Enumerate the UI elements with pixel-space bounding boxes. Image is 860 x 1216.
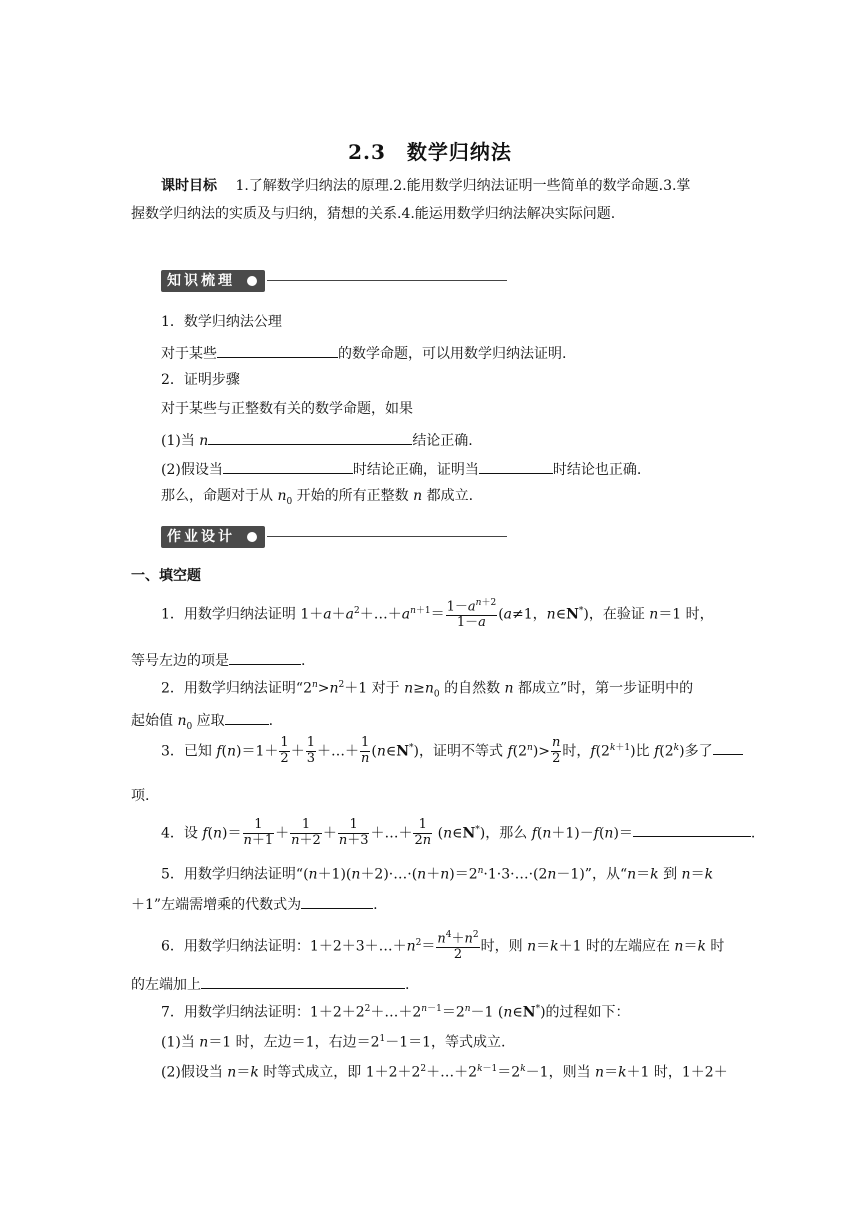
problem-5-line-2: ＋1”左端需增乘的代数式为 . <box>131 894 378 914</box>
step-1: (1)当 n 结论正确. <box>161 430 473 450</box>
objective-line-1 <box>161 178 690 195</box>
fraction: $\frac{1}{n+2}$ <box>291 817 321 848</box>
problem-3-line-2: 项. <box>131 788 150 804</box>
problem-2-line-1: 2．用数学归纳法证明“$2^n>n^2+1$ 对于 $n\ge n_0$ 的自然数 n 都成立”时，第一步证明中的 <box>161 680 694 700</box>
blank <box>225 710 269 725</box>
blank <box>301 894 373 909</box>
section-banner-homework <box>161 526 507 548</box>
blank <box>208 430 412 445</box>
axiom-heading: 1．数学归纳法公理 <box>161 314 282 330</box>
axiom-text: 对于某些 的数学命题，可以用数学归纳法证明. <box>161 343 566 363</box>
banner-rule <box>267 280 507 281</box>
section-banner-knowledge <box>161 270 507 292</box>
blank <box>217 343 338 358</box>
page-title: 2.3 数学归纳法 <box>348 140 512 164</box>
blank <box>229 650 301 665</box>
banner-rule <box>267 536 507 537</box>
problem-1-line-2: 等号左边的项是 . <box>131 650 305 670</box>
blank <box>223 459 353 474</box>
problem-6-line-2: 的左端加上 . <box>131 974 409 994</box>
banner-label: 作业设计 <box>161 526 265 548</box>
problem-6-line-1: 6．用数学归纳法证明：$1+2+3+\dots+n^2=$ $\frac{n^4+n^2}{2}$ 时，则 n＝k＋1 时的左端应在 n＝k 时 <box>161 930 725 963</box>
objective-line-2: 握数学归纳法的实质及与归纳，猜想的关系.4.能运用数学归纳法解决实际问题. <box>131 206 616 222</box>
fraction: $\frac{1}{3}$ <box>306 735 315 766</box>
problem-4-line-1: 4．设 f(n)＝ $\frac{1}{n+1}$ ＋ $\frac{1}{n+2}$ ＋ $\frac{1}{n+3}$ ＋…＋ $\frac{1}{2n}$ (n∈N*)，那么 f(n＋1)－f(n)＝ . <box>161 817 756 848</box>
problem-1-line-1: 1．用数学归纳法证明 $1+a+a^2+\dots+a^{n+1}=$ $\frac{1-a^{n+2}}{1-a}$ (a≠1，n∈N*)，在验证 n＝1 时， <box>161 598 714 631</box>
problem-2-line-2: 起始值 $n_0$ 应取 . <box>131 710 273 733</box>
problem-3-line-1: 3．已知 f(n)＝1＋ $\frac{1}{2}$ ＋ $\frac{1}{3}$ ＋…＋ $\frac{1}{n}$ (n∈N*)，证明不等式 $f(2^n)>$ $\frac{n}{2}$ 时，$f(2^{k+1})$比 f(2$^k$)多了 <box>161 736 743 767</box>
banner-label: 知识梳理 <box>161 270 265 292</box>
steps-heading: 2．证明步骤 <box>161 372 240 388</box>
blank <box>479 459 553 474</box>
blank <box>201 974 405 989</box>
fraction: $\frac{1}{n+1}$ <box>243 817 274 848</box>
banner-dot-icon <box>247 532 257 542</box>
fraction: $\frac{1}{2n}$ <box>414 817 432 848</box>
problem-7-line-2: (1)当 n＝1 时，左边＝1，右边$=2^1-1=1$，等式成立. <box>161 1034 506 1051</box>
objective-text-1: 1.了解数学归纳法的原理.2.能用数学归纳法证明一些简单的数学命题.3.掌 <box>235 178 691 194</box>
steps-intro: 对于某些与正整数有关的数学命题，如果 <box>161 401 413 417</box>
step-conclusion: 那么，命题对于从 $n_0$ 开始的所有正整数 n 都成立. <box>161 488 474 507</box>
fraction: $\frac{1}{n}$ <box>360 735 370 766</box>
banner-dot-icon <box>247 276 257 286</box>
fraction: $\frac{n^4+n^2}{2}$ <box>437 930 479 963</box>
objective-label: 课时目标 <box>161 178 217 194</box>
fraction: $\frac{1}{n+3}$ <box>338 817 369 848</box>
fill-blank-heading: 一、填空题 <box>131 568 201 584</box>
step-2: (2)假设当 时结论正确，证明当 时结论也正确. <box>161 459 641 479</box>
problem-7-line-1: 7．用数学归纳法证明：$1+2+2^2+\dots+2^{n-1}=2^n-1$ (n∈N*)的过程如下： <box>161 1004 630 1021</box>
fraction: $\frac{n}{2}$ <box>552 735 561 766</box>
problem-7-line-3: (2)假设当 n＝k 时等式成立，即 $1+2+2^2+\dots+2^{k-1}=2^k-1$，则当 n＝k＋1 时，1＋2＋ <box>161 1064 728 1081</box>
problem-5-line-1: 5．用数学归纳法证明“$(n+1)(n+2)\cdot\dots\cdot(n+n)=2^n\cdot 1\cdot 3\cdot\dots\cdot(2n-1)$”，从“n＝k 到 n＝k <box>161 866 714 883</box>
blank <box>713 740 743 755</box>
fraction: $\frac{1}{2}$ <box>280 735 289 766</box>
fraction: $\frac{1-a^{n+2}}{1-a}$ <box>446 598 497 631</box>
blank <box>633 822 751 837</box>
